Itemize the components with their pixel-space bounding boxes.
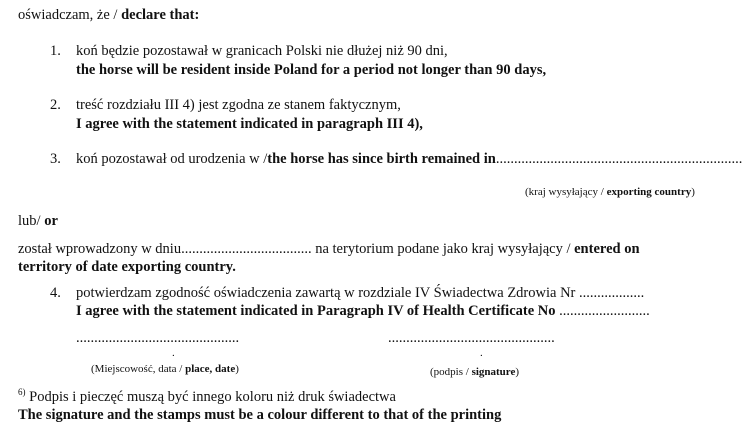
sign-caption-en: signature <box>471 366 516 378</box>
item-3-number: 3. <box>50 151 61 167</box>
place-date-dots: ............................................. <box>76 330 240 346</box>
item-1-en: the horse will be resident inside Poland for a period not longer than 90 days, <box>76 62 547 78</box>
place-caption-pl: (Miejscowość, data / <box>91 363 186 375</box>
item-3-en: the horse has since birth remained in <box>267 151 496 167</box>
item-3-dots: .................................................................... <box>495 151 743 167</box>
item-4-number: 4. <box>50 285 61 301</box>
signature-mark: . <box>480 347 483 359</box>
item-4-en-line <box>76 303 650 320</box>
item-4-en-dots: ......................... <box>555 303 650 319</box>
item-2-number: 2. <box>50 97 61 113</box>
country-caption <box>525 184 695 201</box>
signature-caption <box>430 364 519 381</box>
entered-dots: .................................... <box>181 241 312 257</box>
entered-pl-b: na terytorium podane jako kraj wysyłający / <box>311 241 575 257</box>
or-en: or <box>44 213 58 229</box>
item-4-pl-line <box>76 285 644 302</box>
entered-pl-a: został wprowadzony w dniu <box>18 241 182 257</box>
sign-caption-close: ) <box>515 366 520 378</box>
or-pl: lub/ <box>18 213 45 229</box>
footnote-pl-line <box>18 389 396 406</box>
place-date-caption <box>91 361 239 378</box>
item-2-pl: treść rozdziału III 4) jest zgodna ze stanem faktycznym, <box>76 97 401 113</box>
entered-line-1 <box>18 241 640 258</box>
item-4-pl-dots: .................. <box>575 285 645 301</box>
intro-en: declare that: <box>121 7 200 23</box>
entered-en-b: territory of date exporting country. <box>18 259 236 275</box>
item-2-en: I agree with the statement indicated in paragraph III 4), <box>76 116 423 132</box>
place-caption-close: ) <box>235 363 239 375</box>
place-caption-en: place, date <box>185 363 236 375</box>
item-3-pl: koń pozostawał od urodzenia w / <box>76 151 268 167</box>
item-4-en: I agree with the statement indicated in Paragraph IV of Health Certificate No <box>76 303 556 319</box>
country-caption-en: exporting country <box>606 186 692 198</box>
entered-en-a: entered on <box>574 241 640 257</box>
country-caption-close: ) <box>691 186 695 198</box>
intro-line <box>18 7 199 24</box>
or-line <box>18 213 58 230</box>
footnote-marker: 6) <box>18 387 26 398</box>
item-3-line <box>76 151 742 168</box>
item-4-pl: potwierdzam zgodność oświadczenia zawartą w rozdziale IV Świadectwa Zdrowia Nr <box>76 285 576 301</box>
intro-pl: oświadczam, że / <box>18 7 122 23</box>
footnote-pl: Podpis i pieczęć muszą być innego koloru niż druk świadectwa <box>25 389 396 405</box>
country-caption-pl: (kraj wysyłający / <box>525 186 607 198</box>
footnote-en: The signature and the stamps must be a colour different to that of the printing <box>18 407 502 423</box>
item-1-pl: koń będzie pozostawał w granicach Polski nie dłużej niż 90 dni, <box>76 43 448 59</box>
signature-dots: .............................................. <box>388 330 555 346</box>
place-date-mark: . <box>172 347 175 359</box>
sign-caption-pl: (podpis / <box>430 366 472 378</box>
item-1-number: 1. <box>50 43 61 59</box>
